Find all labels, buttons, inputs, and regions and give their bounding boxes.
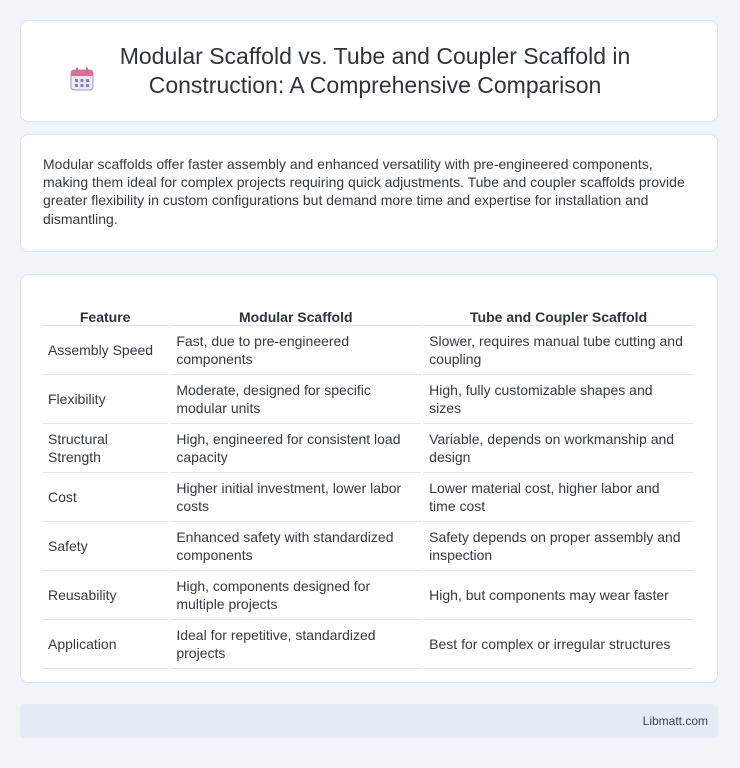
feature-cell: Assembly Speed xyxy=(42,326,168,375)
footer xyxy=(20,704,718,738)
modular-cell: High, components designed for multiple projects xyxy=(170,571,421,620)
table-row xyxy=(42,326,694,375)
footer-brand[interactable]: Libmatt.com xyxy=(642,714,708,728)
title-card xyxy=(20,20,718,122)
comparison-card xyxy=(20,274,718,683)
comparison-table xyxy=(40,293,696,669)
tube-coupler-cell: Variable, depends on workmanship and design xyxy=(423,424,694,473)
feature-cell: Reusability xyxy=(42,571,168,620)
tube-coupler-cell: Safety depends on proper assembly and inspection xyxy=(423,522,694,571)
header-modular: Modular Scaffold xyxy=(170,293,421,326)
table-row xyxy=(42,424,694,473)
table-row xyxy=(42,473,694,522)
feature-cell: Structural Strength xyxy=(42,424,168,473)
modular-cell: Enhanced safety with standardized components xyxy=(170,522,421,571)
table-row xyxy=(42,571,694,620)
tube-coupler-cell: Slower, requires manual tube cutting and coupling xyxy=(423,326,694,375)
modular-cell: Moderate, designed for specific modular units xyxy=(170,375,421,424)
modular-cell: Ideal for repetitive, standardized projects xyxy=(170,620,421,669)
tube-coupler-cell: High, fully customizable shapes and sizes xyxy=(423,375,694,424)
title-wrap xyxy=(69,42,669,100)
modular-cell: Higher initial investment, lower labor costs xyxy=(170,473,421,522)
page-title: Modular Scaffold vs. Tube and Coupler Scaffold in Construction: A Comprehensive Comparison xyxy=(119,43,631,98)
header-feature: Feature xyxy=(42,293,168,326)
tube-coupler-cell: High, but components may wear faster xyxy=(423,571,694,620)
modular-cell: High, engineered for consistent load capacity xyxy=(170,424,421,473)
modular-cell: Fast, due to pre-engineered components xyxy=(170,326,421,375)
header-tube-coupler: Tube and Coupler Scaffold xyxy=(423,293,694,326)
feature-cell: Flexibility xyxy=(42,375,168,424)
intro-card xyxy=(20,134,718,252)
feature-cell: Cost xyxy=(42,473,168,522)
table-header-row xyxy=(42,293,694,326)
feature-cell: Application xyxy=(42,620,168,669)
feature-cell: Safety xyxy=(42,522,168,571)
table-row xyxy=(42,522,694,571)
calendar-icon xyxy=(69,66,95,92)
table-row xyxy=(42,375,694,424)
tube-coupler-cell: Best for complex or irregular structures xyxy=(423,620,694,669)
tube-coupler-cell: Lower material cost, higher labor and time cost xyxy=(423,473,694,522)
table-row xyxy=(42,620,694,669)
intro-paragraph: Modular scaffolds offer faster assembly and enhanced versatility with pre-engineered components, making them ideal for complex projects requiring quick adjustments. Tube and coupler scaffolds provide greater flexibility in custom configurations but demand more time and expertise for installation and dismantling. xyxy=(43,156,685,227)
